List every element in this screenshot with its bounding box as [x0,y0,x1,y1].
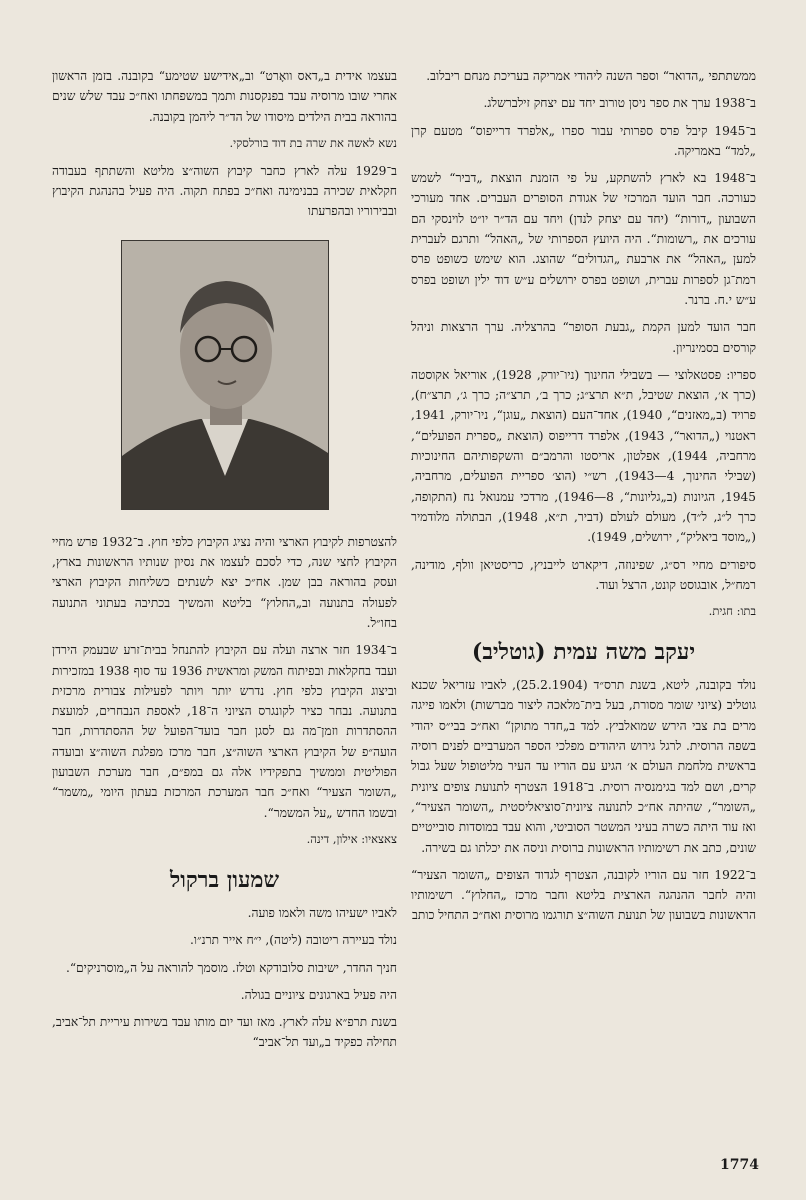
right-paragraph-1: ממשתתפי „הדואר“ וספר השנה ליהודי אמריקה בעריכת מנחם ריבלוב. [426,69,756,83]
daughter-note: בתו: חגית. [708,604,756,619]
biography-heading-barkol: שמעון ברקול [169,866,280,893]
right-paragraph-7: סיפורים מחיי רס״ג, שפינוזה, דיקארט לייבניץ, כריסטיאן וולף, מודינה, רמח״ל, אובגוסט קונט, הרצל ועוד. [411,557,756,592]
left-paragraph-7: חניך החדר, ישיבות סלובודקא וטלז. מוסמך להוראה על ה„מוסרניקים“. [65,960,397,975]
left-paragraph-1: בעצמו אידית ב„דאס וואָרט“ וב„אידישע שטימע“ בקובנה. בזמן הראשון אחרי שובו מרוסיה עבד בפנקסנות ותמך במשפחתו ואח״כ עבד שלש שנים בהוראה בבית הילדים מיסודו של הד״ר ליהמן בקובנה. [52,69,397,124]
page-number: 1774 [720,1157,759,1173]
spouse-note: נשא לאשה את שרה בת דוד בורלסקי. [229,135,397,150]
portrait-photo [121,240,329,510]
right-paragraph-5: חבר הועד למען הקמת „גבעת הסופר“ בהרצליה. ערך הרצאות וניהל קורסים בסמינריון. [411,320,756,355]
right-paragraph-9: ב־1922 חזר עם הוריו לקובנה, הצטרף לגדוד הצופים „השומר הצעיר“ והיה לחבר ההנהגה הארצית בליטא וחבר מרכז „החלוץ“. רשימותיו הראשונות בשבועון של תנועת השוה״צ תורגמו מרוסית ואח״כ התחיל כותב [411,867,756,923]
left-paragraph-4: ב־1934 חזר ארצה ועלה עם הקיבוץ להתנחל בבית־זרע שבעמק הירדן ועבד בחקלאות ובפיתוח המשק ומראשית 1936 עד סוף 1938 במזכירות וביצוג הקיבוץ כלפי חוץ. נדרש יותר ויותר לפעילות צבורית מרכזית בתנועה. נבחר כציר לקונגרס הציוני ה־18, לאספת הנבחרים, למועצת ההסתדרות וזמן־מה גם לסגן חבר בועד־הפועל של ההסתדרות, חבר הועה״פ של הקיבוץ הארצי השוה״צ, חבר מרכז מפלגת השוה״צ ובועדה הפוליטית וממשיך בתפקידיו אלה גם במפ״ם, חבר מערכת השבועון „השומר הצעיר“ ואח״כ חבר המערכת המרכזת בעתון היומי „משמר“ ובשמו החדש „על המשמר“. [52,643,398,820]
right-paragraph-3: ב־1945 קיבל פרס ספרותי עבור ספרו „אלפרד דרייפוס“ מטעם קרן „למד“ באמריקה. [411,123,756,158]
left-paragraph-8: היה פעיל בארגונים ציוניים בגולה. [240,987,397,1002]
children-note: צאצאיו: אילון, דינה. [306,831,397,846]
biography-heading-amit: יעקב משה עמית (גוטליב) [471,639,696,666]
right-paragraph-8: נולד בקובנה, ליטא, בשנת תרס״ד (25.2.1904), לאביו עזריאל שכנא גוטליב (ציוני שומר מסורת, בעל בית־מלאכה ליצור מברשות) ולאמו פייגה מרים בת צבי הירש שמואלביץ. למד ב„חדר מתוקן“ ואח״כ בבי״ס יהודי בשפה הרוסית. לרגל גירוש היהודים מפלכי הספר המערביים לפנים רוסיה בראשית מלחמת העולם א׳ הגיע עם הוריו עד העיר מליטופול שעל גבול קרים, ושם למד בגימנסיה רוסית. ב־1918 הצטרף לתנועת צופים ציונית „השומר“, שהיתה אח״כ לתנועה ציונית־סוציאליסטית „השומר הצעיר“, ואז עוד היתה כשרה בעיני המשטר הסוביטי, והוא עבד במוסדות סובייטיים שונים, כתב את רשימותיו הראשונות ברוסית וניסה את יכלתו גם בשירה. [411,678,756,855]
right-paragraph-4: ב־1948 בא לארץ להשתקע, על פי הזמנת הוצאת „דביר“ לשמש כעורכה. חבר הועד המרכזי של אגודת הסופרים העברים. אחד מעורכי השבועון „דורות“ (יחד עם יצחק לנדן) ויחד עם הד״ר יו״ט לוינסקי הם עורכים את „רשומות“. היה היועץ הספרותי של „האהל“ ותרגם לעברית למען „האהל“ את ארבעת „הגדולים“ שהוצג. הוא שימש כשופט פרס רמת־גן לספרות עברית, ושופט בפרס ירושלים ע״ש דוד ילין ושופט בפרס ע״ש י.ח. ברנר. [411,171,756,307]
left-paragraph-5: לאביו ישעיהו משה ולאמו פועה. [247,905,397,920]
right-column [411,66,756,933]
left-paragraph-9: בשנת תרפ״א עלה לארץ. מאז ועד יום מותו עבד בשירות עיריית תל־אביב, תחילה כפקיד ב„ועד תל־אביב“ [52,1015,397,1050]
left-paragraph-2: ב־1929 עלה לארץ כחבר קיבוץ השוה״צ מליטא והשתתף בעבודה חקלאית שכירה בבנימינה ואח״כ בפתח תקוה. היה פעיל בהנהגת הקיבוץ ובבירוריו ובהפרעתו [52,163,397,219]
left-paragraph-3: להצטרפות לקיבוץ הארצי והיה נציג הקיבוץ כלפי חוץ. ב־1932 פרש מחיי הקיבוץ לחצי שנה, כדי לסכם לעצמו את נסיון שנותיו הראשונות בארץ, ועסק בהוראה בבן שמן. אח״כ יצא לשנתים כשליחות הקיבוץ הארצי לפעולה בתנועה וב„החלוץ“ בליטא והמשיך בכתיבה בעתוני התנועה בחו״ל. [52,534,397,630]
right-paragraph-6: ספריו: פסטאלוצי — בשבילי החינוך (ניו־יורק, 1928), אוריאל אקוסטה (כרך א׳, הוצאת שטיבל, ת״א תרצ״ג; כרך ב׳, תרצ״ה; כרך ג׳, תרצ״ח), פרויד (ב„מאזנים“, 1940), אחד־העם (הוצאת „עוגן“, ניו־יורק, 1941, ראטנוי („הדואר“, 1943), אלפרד דרייפוס (הוצאת „ספרית הפועלים“, מרחביה, 1944), אפלטון, אריסטו והרמב״ם והשקפותיהם החינוכיות (שבילי החינוך, 4—1943), רש״י (הוצ׳ ספריית הפועלים, מרחביה, 1945, הגיונות (ב„גליונות“, 8—1946), מרדכי עמנואל נח (התקופה, כרך ל״ג, ל״ד), מעולם לעולם (דביר, ת״א, 1948), הבתולה מלודמיר („מוסד ביאליק“, ירושלים, 1949). [411,367,756,545]
right-paragraph-2: ב־1938 ערך את ספר ניסן טורוב יחד עם יצחק זילברשלג. [483,96,756,111]
left-column [52,66,397,1060]
portrait-icon [122,241,328,509]
left-paragraph-6: נולד בעיירה ריטובה (ליטה), י״ח אייר תרנ״ו. [190,933,397,948]
